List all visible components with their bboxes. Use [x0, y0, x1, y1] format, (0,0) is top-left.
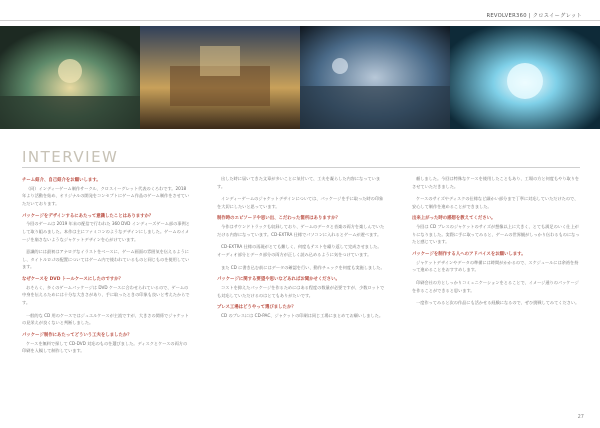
interview-question: パッケージを制作する人へのアドバイスをお願いします。 — [412, 251, 526, 257]
interview-answer: CD-EXTRA 仕様の再現がとても難しく、何度もテストを繰り返して完成させました。オーディオ部分とデータ部分の両方が正しく読み込めるように気をつけています。 — [217, 244, 382, 257]
section-divider — [22, 167, 580, 168]
interview-answer: 今回は CD プレスのジャケットのサイズが想像以上に大きく、とても満足のいく仕上がりになりました。実際に手に取ってみると、ゲームの世界観がしっかり伝わるものになったと感じています。 — [412, 224, 580, 245]
interview-answer: 今作はサウンドトラックも収録しており、ゲームのデータと音楽の両方を楽しんでいただける内容になっています。CD-EXTRA 仕様でパソコンに入れるとゲームが遊べます。 — [217, 224, 385, 237]
header-divider — [0, 20, 600, 21]
interview-answer: ケースのサイズやディスクの仕様など細かい部分まで丁寧に対応していただけたので、安心して制作を進めることができました。 — [412, 196, 579, 209]
interview-question: なぜケースを DVD トールケースにしたのですか？ — [22, 276, 123, 282]
interview-answer: 今回のゲームは 2019 年末の配信で行われた 360 DVD インディーズゲーム部の事例として取り組みました。本作は主にファミコンのようなデザインにしました。ゲームのイメージを崩さないようなジャケットデザインを心がけています。 — [22, 221, 190, 242]
game-screenshot-1 — [0, 26, 140, 129]
interview-answer: コストを抑えたパッケージを作るためにはある程度の数量が必要ですが、少数ロットでも対応していただけるのはとてもありがたいです。 — [217, 284, 385, 298]
interview-answer: おそらく、多くのゲームパッケージは DVD ケースに合わせられているので、ゲームの中身を伝えるためには十分な大きさがあり、手に取ったときの印象も良いと考えたからです。 — [22, 284, 190, 305]
interview-question: パッケージ制作にあたってどういう工夫をしましたか？ — [22, 332, 132, 338]
interview-answer: ケースを無料で探して CD-DVD 対応のものを選びました。ディスクとケースの両方の印刷を入稿して制作しています。 — [22, 340, 188, 354]
interview-question: パッケージに関する要望や思いなどあればお聞かせください。 — [217, 277, 340, 283]
game-screenshot-2 — [140, 26, 300, 129]
interview-answer: CD のプレスには CD-PAC、ジャケットの印刷は同じ工場にまとめてお願いしました。 — [221, 312, 384, 318]
page-number: 27 — [577, 414, 584, 420]
interview-answer: 印刷会社の方としっかりコミュニケーションをとることで、イメージ通りのパッケージを作ることができると思います。 — [412, 279, 579, 293]
text-column-1 — [22, 175, 190, 360]
interview-question: 出来上がった時の感想を教えてください。 — [412, 216, 496, 222]
interview-answer: 一般的な CD 用のケースではジュエルケースが主流ですが、大きさの関係でジャケットの見栄えが良くないと判断しました。 — [22, 312, 189, 326]
interview-answer: 出した時に届いてきた文章が多いことに気付いて、工夫を凝らした内容になっています。 — [217, 176, 381, 189]
interview-answer: （同）インディーゲーム制作サークル、クロスイーグレット代表のくろわです。2018年より活動を始め、オリジナルの開発をコンセプトにゲーム作品のゲーム制作をさせていただいております。 — [22, 185, 190, 206]
interview-question: チーム紹介、自己紹介をお願いします。 — [22, 178, 101, 183]
game-screenshots-strip — [0, 26, 600, 129]
text-column-2 — [217, 175, 385, 325]
game-screenshot-3 — [300, 26, 450, 129]
interview-answer: また CD に書き込む前にはデータの確認を行い、動作チェックを何度も実施しました。 — [221, 264, 385, 270]
interview-answer: 意識的には最初はアナログなイラストをベースに、ゲーム画面の雰囲気を伝えるようにし、タイトルロゴの配置についてはゲーム内で使われているものと同じものを使用しています。 — [22, 249, 190, 270]
interview-answer: インディーゲームのジャケットデザインについては、パッケージを手に取った時の印象を大切にしたいと思っています。 — [217, 196, 384, 209]
interview-answer: ジャケットデザインやデータの準備には時間がかかるので、スケジュールには余裕を持って進めることをおすすめします。 — [412, 259, 579, 273]
interview-answer: 一度作ってみると次の作品にも活かせる経験になるので、ぜひ挑戦してみてください。 — [416, 300, 580, 306]
section-title: INTERVIEW — [22, 148, 119, 166]
text-column-3 — [412, 175, 580, 312]
interview-question: プレス工場はどうやって選びましたか？ — [217, 305, 296, 311]
interview-question: 制作時のエピソードや思い出、こだわった箇所はありますか？ — [217, 216, 340, 222]
header-title: REVOLVER360 | クロスイーグレット — [486, 13, 582, 19]
interview-answer: 頼しました。今回は特殊なケースを使用したこともあり、工場の方と何度もやり取りをさせていただきました。 — [412, 176, 580, 189]
interview-question: パッケージをデザインするにあたって意識したことはありますか？ — [22, 213, 154, 219]
game-screenshot-4 — [450, 26, 600, 129]
